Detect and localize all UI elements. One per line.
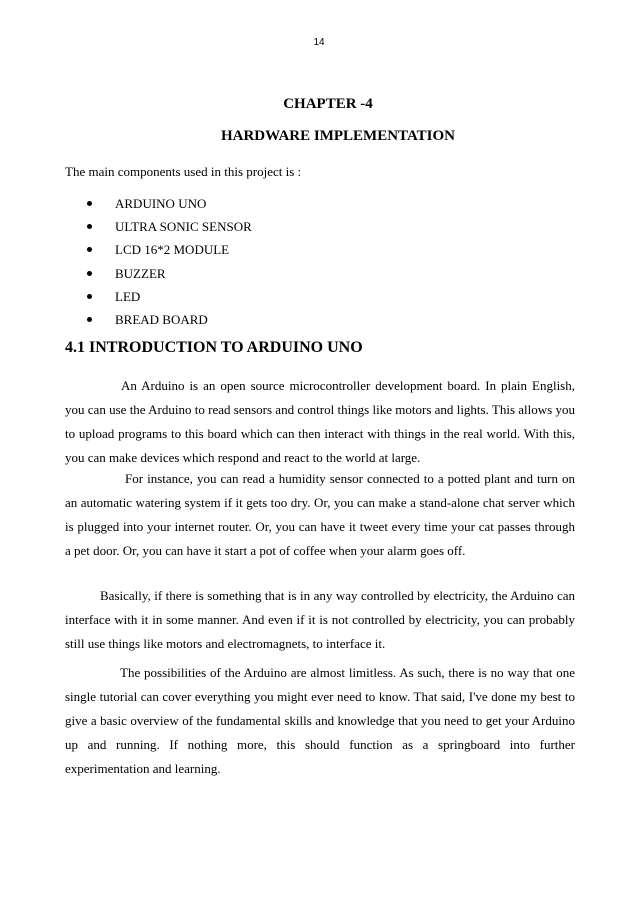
- component-label: LCD 16*2 MODULE: [115, 242, 230, 258]
- bullet-icon: [87, 201, 92, 206]
- paragraph: An Arduino is an open source microcontroller development board. In plain English, you can use the Arduino to read sensors and control things like motors and lights. This allows you to upload programs to this board which can then interact with things in the real world. With this, you can make devices which respond and react to the world at large.: [65, 378, 575, 465]
- paragraph: Basically, if there is something that is in any way controlled by electricity, the Arduino can interface with it in some manner. And even if it is not controlled by electricity, you can probably still use things like motors and electromagnets, to interface it.: [65, 588, 575, 651]
- list-item: [65, 262, 252, 285]
- bullet-icon: [87, 294, 92, 299]
- list-item: [65, 308, 252, 331]
- list-item: [65, 192, 252, 215]
- bullet-icon: [87, 247, 92, 252]
- chapter-title: HARDWARE IMPLEMENTATION: [220, 128, 456, 144]
- bullet-icon: [87, 271, 92, 276]
- paragraph: For instance, you can read a humidity sensor connected to a potted plant and turn on an automatic watering system if it gets too dry. Or, you can make a stand-alone chat server which is plugged into your internet router. Or, you can have it tweet every time your cat passes through a pet door. Or, you can have it start a pot of coffee when your alarm goes off.: [65, 471, 575, 558]
- component-label: BREAD BOARD: [115, 311, 208, 327]
- component-label: ARDUINO UNO: [115, 196, 207, 211]
- bullet-icon: [87, 224, 92, 229]
- components-intro: The main components used in this project is :: [65, 164, 302, 179]
- page-number: 14: [313, 37, 325, 48]
- bullet-icon: [87, 317, 92, 322]
- list-item: [65, 215, 252, 238]
- list-item: [65, 238, 252, 261]
- paragraph: The possibilities of the Arduino are almost limitless. As such, there is no way that one single tutorial can cover everything you might ever need to know. That said, I've done my best to give a basic overview of the fundamental skills and knowledge that you need to get your Arduino up and running. If nothing more, this should function as a springboard into further experimentation and learning.: [65, 665, 575, 776]
- components-list: [65, 192, 252, 331]
- list-item: [65, 285, 252, 308]
- component-label: LED: [115, 288, 141, 304]
- section-heading: 4.1 INTRODUCTION TO ARDUINO UNO: [65, 339, 363, 356]
- component-label: ULTRA SONIC SENSOR: [115, 219, 252, 235]
- chapter-label: CHAPTER -4: [283, 96, 373, 112]
- component-label: BUZZER: [115, 265, 166, 281]
